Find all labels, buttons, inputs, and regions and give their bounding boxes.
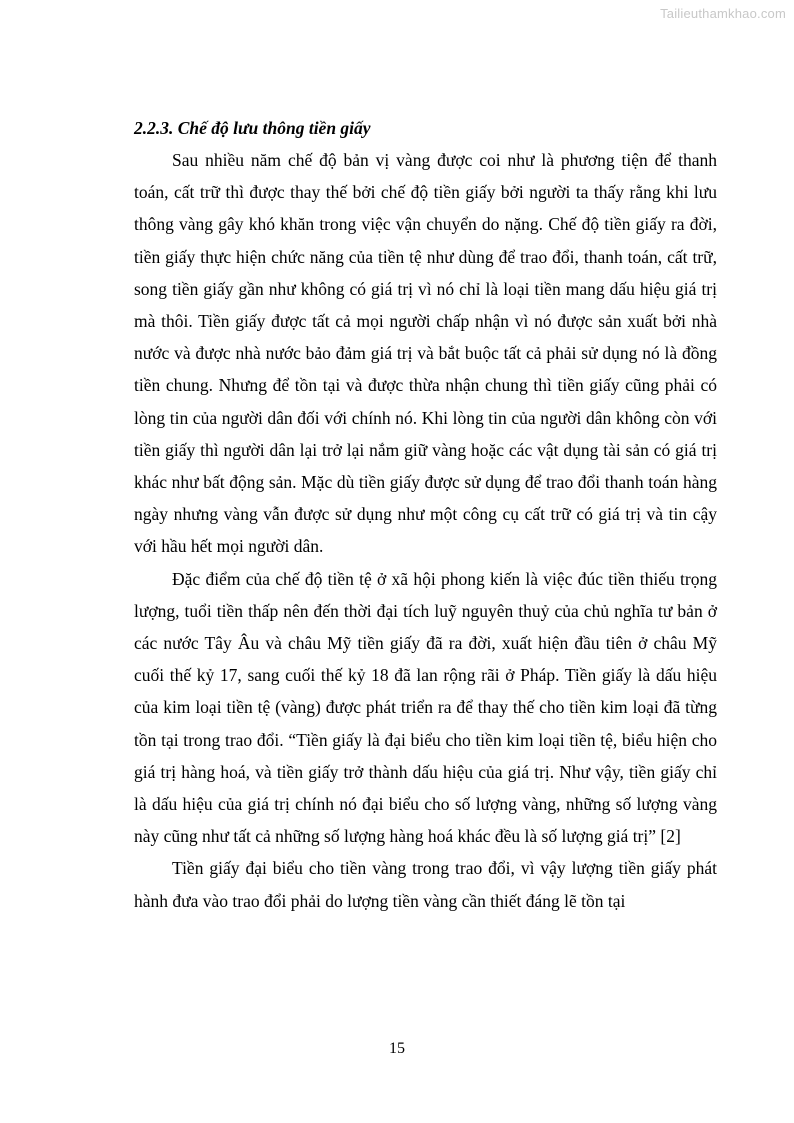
paragraph-1: Sau nhiều năm chế độ bản vị vàng được coi như là phương tiện để thanh toán, cất trữ thì được thay thế bởi chế độ tiền giấy bởi người ta thấy rằng khi lưu thông vàng gây khó khăn trong việc vận chuyển do nặng. Chế độ tiền giấy ra đời, tiền giấy thực hiện chức năng của tiền tệ như dùng để trao đổi, thanh toán, cất trữ, song tiền giấy gần như không có giá trị vì nó chỉ là loại tiền mang dấu hiệu giá trị mà thôi. Tiền giấy được tất cả mọi người chấp nhận vì nó được sản xuất bởi nhà nước và được nhà nước bảo đảm giá trị và bắt buộc tất cả phải sử dụng nó là đồng tiền chung. Nhưng để tồn tại và được thừa nhận chung thì tiền giấy cũng phải có lòng tin của người dân đối với chính nó. Khi lòng tin của người dân không còn với tiền giấy thì người dân lại trở lại nắm giữ vàng hoặc các vật dụng tài sản có giá trị khác như bất động sản. Mặc dù tiền giấy được sử dụng để trao đổi thanh toán hàng ngày nhưng vàng vẫn được sử dụng như một công cụ cất trữ có giá trị và tin cậy với hầu hết mọi người dân. — [134, 150, 717, 557]
document-body — [134, 112, 717, 917]
paragraph-2: Đặc điểm của chế độ tiền tệ ở xã hội phong kiến là việc đúc tiền thiếu trọng lượng, tuổi tiền thấp nên đến thời đại tích luỹ nguyên thuỷ của chủ nghĩa tư bản ở các nước Tây Âu và châu Mỹ tiền giấy đã ra đời, xuất hiện đầu tiên ở châu Mỹ cuối thế kỷ 17, sang cuối thế kỷ 18 đã lan rộng rãi ở Pháp. Tiền giấy là dấu hiệu của kim loại tiền tệ (vàng) được phát triển ra để thay thế cho tiền kim loại đã từng tồn tại trong trao đổi. “Tiền giấy là đại biểu cho tiền kim loại tiền tệ, biểu hiện cho giá trị hàng hoá, và tiền giấy trở thành dấu hiệu của giá trị. Như vậy, tiền giấy chỉ là dấu hiệu của giá trị chính nó đại biểu cho số lượng vàng, những số lượng vàng này cũng như tất cả những số lượng hàng hoá khác đều là số lượng giá trị” [2] — [134, 568, 717, 847]
page-number: 15 — [389, 1040, 405, 1057]
watermark: Tailieuthamkhao.com — [660, 6, 786, 21]
section-heading: 2.2.3. Chế độ lưu thông tiền giấy — [134, 118, 371, 138]
paragraph-3: Tiền giấy đại biểu cho tiền vàng trong trao đổi, vì vậy lượng tiền giấy phát hành đưa vào trao đổi phải do lượng tiền vàng cần thiết đáng lẽ tồn tại — [134, 858, 717, 911]
